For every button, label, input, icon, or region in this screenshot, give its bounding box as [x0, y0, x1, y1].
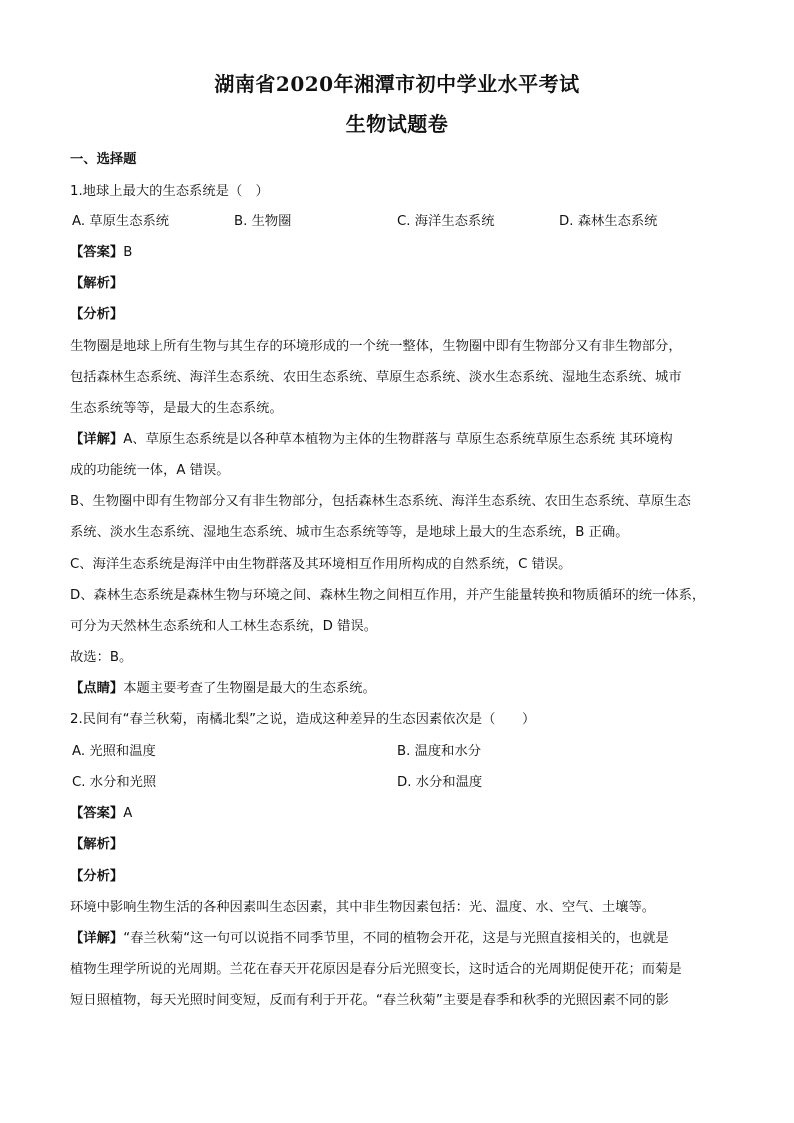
question-2-detail-line: 植物生理学所说的光周期。兰花在春天开花原因是春分后光照变长，这时适合的光周期促使开花；而菊是	[70, 962, 682, 977]
question-2-detail-line	[70, 929, 730, 949]
detail-text: “春兰秋菊“这一句可以说指不同季节里，不同的植物会开花，这是与光照直接相关的，也就是	[123, 931, 669, 946]
question-1-fenxi-line: 包括森林生态系统、海洋生态系统、农田生态系统、草原生态系统、淡水生态系统、湿地生态系统、城市	[70, 370, 682, 385]
question-1-fenxi-line: 生物圈是地球上所有生物与其生存的环境形成的一个统一整体，生物圈中即有生物部分又有非生物部分，	[70, 339, 682, 354]
question-1-detail-line: 故选：B。	[70, 650, 133, 665]
section-heading: 一、选择题	[70, 152, 137, 167]
question-1-detail-line	[70, 430, 730, 450]
question-1-detail-line: 成的功能统一体，A 错误。	[70, 463, 230, 478]
dianjing-tag: 【点睛】	[70, 681, 124, 696]
question-1-detail-line: B、生物圈中即有生物部分又有非生物部分，包括森林生态系统、海洋生态系统、农田生态系统、草原生态	[70, 494, 691, 509]
detail-tag: 【详解】	[70, 931, 124, 946]
answer-value: B	[123, 245, 133, 260]
question-1-fenxi-line: 生态系统等等，是最大的生态系统。	[70, 401, 283, 416]
question-1-fenxi-tag: 【分析】	[70, 307, 124, 322]
question-2-fenxi-tag: 【分析】	[70, 869, 124, 884]
question-1-analysis-tag: 【解析】	[70, 276, 124, 291]
question-1-detail-line: C、海洋生态系统是海洋中由生物群落及其环境相互作用所构成的自然系统，C 错误。	[70, 557, 572, 572]
question-2-option-c: C. 水分和光照	[72, 775, 157, 790]
question-2-option-d: D. 水分和温度	[397, 775, 483, 790]
answer-tag: 【答案】	[70, 245, 124, 260]
question-2-fenxi-line: 环境中影响生物生活的各种因素叫生态因素，其中非生物因素包括：光、温度、水、空气、土壤等。	[70, 900, 656, 915]
question-1-option-d: D. 森林生态系统	[559, 214, 658, 229]
document-subtitle: 生物试题卷	[345, 112, 449, 136]
question-1-option-a: A. 草原生态系统	[72, 214, 170, 229]
document-title: 湖南省2020年湘潭市初中学业水平考试	[214, 72, 580, 96]
dianjing-text: 本题主要考查了生物圈是最大的生态系统。	[123, 681, 376, 696]
question-2-detail-line: 短日照植物，每天光照时间变短，反而有利于开花。“春兰秋菊”主要是春季和秋季的光照因素不同的影	[70, 993, 669, 1008]
question-1-detail-line: D、森林生态系统是森林生物与环境之间、森林生物之间相互作用，并产生能量转换和物质循环的统一体系，	[70, 588, 706, 603]
question-2-stem: 2.民间有“春兰秋菊，南橘北梨”之说，造成这种差异的生态因素依次是（ ）	[70, 712, 536, 727]
answer-value: A	[123, 806, 133, 821]
question-2-option-a: A. 光照和温度	[72, 744, 156, 759]
question-1-option-b: B. 生物圈	[234, 214, 292, 229]
question-1-stem: 1.地球上最大的生态系统是（ ）	[70, 184, 269, 199]
question-1-detail-line: 可分为天然林生态系统和人工林生态系统，D 错误。	[70, 619, 377, 634]
question-1-option-c: C. 海洋生态系统	[397, 214, 495, 229]
question-2-analysis-tag: 【解析】	[70, 837, 124, 852]
detail-tag: 【详解】	[70, 432, 124, 447]
answer-tag: 【答案】	[70, 806, 124, 821]
question-1-detail-line: 系统、淡水生态系统、湿地生态系统、城市生态系统等等，是地球上最大的生态系统，B 正确。	[70, 525, 629, 540]
detail-text: A、草原生态系统是以各种草本植物为主体的生物群落与 草原生态系统草原生态系统 其环境构	[123, 432, 673, 447]
question-1-answer	[70, 243, 730, 263]
question-1-dianjing	[70, 679, 730, 699]
question-2-answer	[70, 804, 730, 824]
question-2-option-b: B. 温度和水分	[397, 744, 482, 759]
